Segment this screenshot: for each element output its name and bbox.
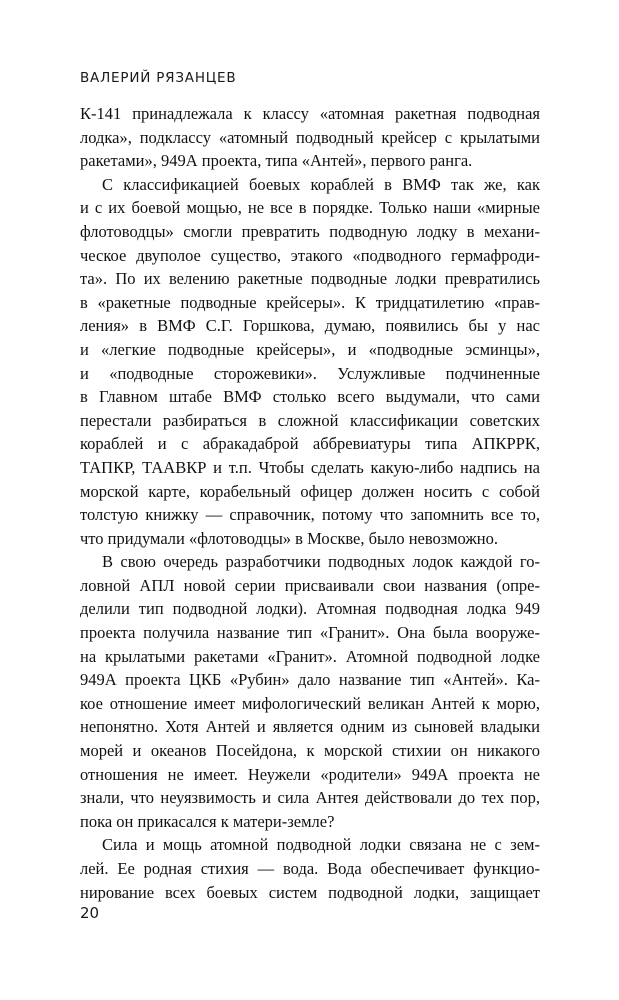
text-line: В свою очередь разработчики подводных лодок каждой го- — [102, 552, 540, 572]
text-line: лей. Ее родная стихия — вода. Вода обеспечивает функцио- — [80, 859, 540, 878]
text-line: ракетами», 949А проекта, типа «Антей», первого ранга. — [80, 151, 473, 171]
text-line: кое отношение имеет мифологический великан Антей к морю, — [80, 693, 540, 713]
text-line: на крылатыми ракетами «Гранит». Атомной подводной лодке — [80, 646, 540, 666]
text-line: С классификацией боевых кораблей в ВМФ так же, как — [102, 174, 540, 194]
text-line: флотоводцы» смогли превратить подводную лодку в механи- — [80, 221, 540, 241]
text-line: в Главном штабе ВМФ столько всего выдумали, что сами — [80, 387, 540, 407]
text-line: проекта получила название тип «Гранит». Она была вооруже- — [80, 623, 540, 643]
text-line: ления» в ВМФ С.Г. Горшкова, думаю, появились бы у нас — [80, 316, 540, 336]
running-head: ВАЛЕРИЙ РЯЗАНЦЕВ — [80, 70, 237, 86]
page-number: 20 — [80, 904, 100, 922]
text-line: ловной АПЛ новой серии присваивали свои названия (опре- — [80, 575, 540, 595]
text-line: кораблей и с абракадаброй аббревиатуры типа АПКРРК, — [80, 434, 540, 454]
text-line: морей и океанов Посейдона, к морской стихии он никакого — [80, 741, 540, 761]
text-line: отношения не имеет. Неужели «родители» 949А проекта не — [80, 764, 540, 784]
text-line: знали, что неуязвимость и сила Антея действовали до тех пор, — [80, 788, 540, 808]
text-line: и «подводные сторожевики». Услужливые подчиненные — [80, 363, 540, 383]
text-line: та». По их велению ракетные подводные лодки превратились — [80, 269, 540, 289]
text-line: и «легкие подводные крейсеры», и «подводные эсминцы», — [80, 339, 540, 359]
text-line: пока он прикасался к матери-земле? — [80, 811, 335, 831]
text-line: и с их боевой мощью, не все в порядке. Только наши «мирные — [80, 198, 540, 218]
text-line: непонятно. Хотя Антей и является одним из сыновей владыки — [80, 717, 540, 737]
text-line: 949А проекта ЦКБ «Рубин» дало название тип «Антей». Ка- — [80, 670, 540, 690]
text-line: толстую книжку — справочник, потому что запомнить все то, — [80, 505, 540, 525]
text-line: перестали разбираться в сложной классификации советских — [80, 410, 540, 430]
body-text — [80, 102, 540, 904]
text-line: ческое двуполое существо, этакого «подводного гермафроди- — [80, 245, 540, 265]
text-line: в «ракетные подводные крейсеры». К тридцатилетию «прав- — [80, 292, 540, 312]
text-line: делили тип подводной лодки). Атомная подводная лодка 949 — [80, 599, 540, 619]
text-line: что придумали «флотоводцы» в Москве, было невозможно. — [80, 528, 498, 548]
text-line: К-141 принадлежала к классу «атомная ракетная подводная — [80, 104, 540, 123]
text-line: ТАПКР, ТААВКР и т.п. Чтобы сделать какую-либо надпись на — [80, 457, 540, 477]
text-line: лодка», подклассу «атомный подводный крейсер с крылатыми — [80, 127, 540, 147]
text-line: Сила и мощь атомной подводной лодки связана не с зем- — [102, 835, 540, 855]
text-line: нирование всех боевых систем подводной лодки, защищает — [80, 882, 540, 902]
text-line: морской карте, корабельный офицер должен носить с собой — [80, 481, 540, 501]
